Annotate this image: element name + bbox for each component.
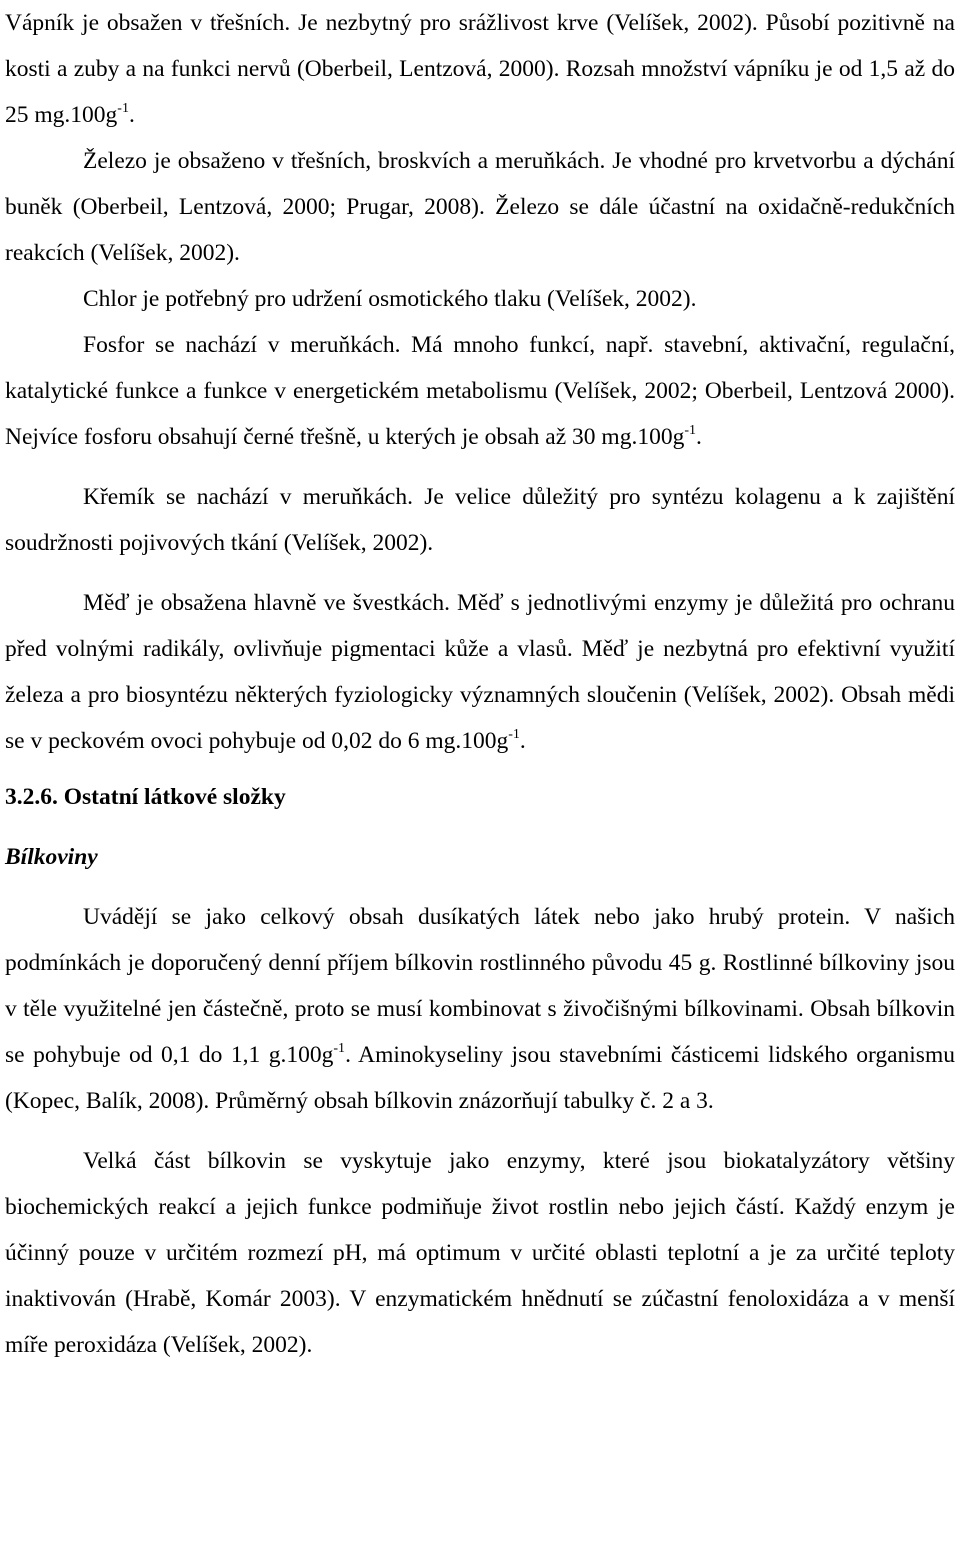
paragraph-silicon: Křemík se nachází v meruňkách. Je velice důležitý pro syntézu kolagenu a k zajištění soudržnosti pojivových tkání (Velíšek, 2002). — [5, 484, 955, 556]
subsection-heading: Bílkoviny — [5, 844, 98, 870]
paragraph-chlorine: Chlor je potřebný pro udržení osmotického tlaku (Velíšek, 2002). — [83, 286, 697, 312]
section-heading: 3.2.6. Ostatní látkové složky — [5, 784, 286, 810]
superscript: -1 — [333, 1041, 346, 1056]
paragraph-iron: Železo je obsaženo v třešních, broskvích a meruňkách. Je vhodné pro krvetvorbu a dýchání buněk (Oberbeil, Lentzová, 2000; Prugar, 2008). Železo se dále účastní na oxidačně-redukčních reakcích (Velíšek, 2002). — [5, 148, 955, 266]
superscript: -1 — [684, 423, 696, 438]
superscript: -1 — [117, 101, 129, 116]
paragraph-calcium: Vápník je obsažen v třešních. Je nezbytný pro srážlivost krve (Velíšek, 2002). Působí pozitivně na kosti a zuby a na funkci nervů (Oberbeil, Lentzová, 2000). Rozsah množství vápníku je od 1,5 až do 25 $mg.100g^{-1}$. — [5, 10, 955, 128]
document-page — [5, 0, 955, 1368]
superscript: -1 — [508, 727, 520, 742]
paragraph-proteins: Uvádějí se jako celkový obsah dusíkatých látek nebo jako hrubý protein. V našich podmínkách je doporučený denní příjem bílkovin rostlinného původu 45 g. Rostlinné bílkoviny jsou v těle využitelné jen částečně, proto se musí kombinovat s živočišnými bílkovinami. Obsah bílkovin se pohybuje od 0,1 do 1,1 $g.100g^{-1}$. Aminokyseliny jsou stavebními částicemi lidského organismu (Kopec, Balík, 2008). Průměrný obsah bílkovin znázorňují tabulky č. 2 a 3. — [5, 904, 955, 1114]
paragraph-copper: Měď je obsažena hlavně ve švestkách. Měď s jednotlivými enzymy je důležitá pro ochranu před volnými radikály, ovlivňuje pigmentaci kůže a vlasů. Měď je nezbytná pro efektivní využití železa a pro biosyntézu některých fyziologicky významných sloučenin (Velíšek, 2002). Obsah mědi se v peckovém ovoci pohybuje od 0,02 do 6 $mg.100g^{-1}$. — [5, 590, 955, 754]
paragraph-enzymes: Velká část bílkovin se vyskytuje jako enzymy, které jsou biokatalyzátory většiny biochemických reakcí a jejich funkce podmiňuje život rostlin nebo jejich částí. Každý enzym je účinný pouze v určitém rozmezí pH, má optimum v určité oblasti teplotní a je za určité teploty inaktivován (Hrabě, Komár 2003). V enzymatickém hnědnutí se zúčastní fenoloxidáza a v menší míře peroxidáza (Velíšek, 2002). — [5, 1148, 955, 1358]
paragraph-phosphorus: Fosfor se nachází v meruňkách. Má mnoho funkcí, např. stavební, aktivační, regulační, katalytické funkce a funkce v energetickém metabolismu (Velíšek, 2002; Oberbeil, Lentzová 2000). Nejvíce fosforu obsahují černé třešně, u kterých je obsah až 30 $mg.100g^{-1}$. — [5, 332, 955, 450]
